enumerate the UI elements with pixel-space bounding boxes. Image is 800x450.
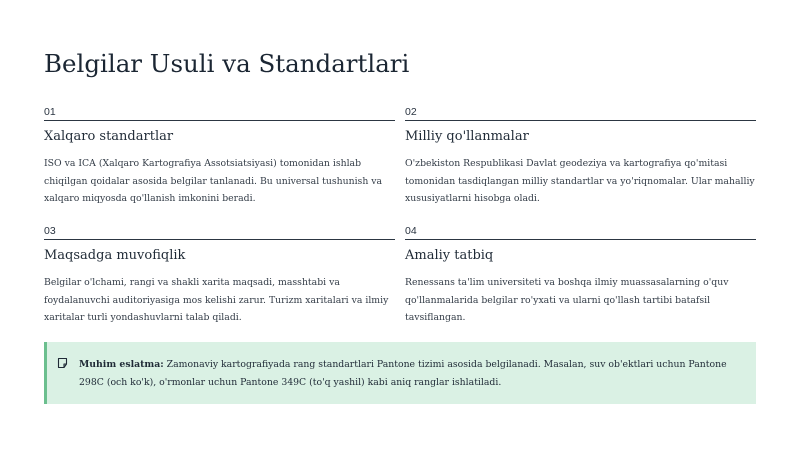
item-purpose-fit xyxy=(44,225,395,327)
important-note-box xyxy=(44,342,756,404)
item-number: 02 xyxy=(405,106,756,121)
item-title: Amaliy tatbiq xyxy=(405,248,494,263)
item-number: 01 xyxy=(44,106,395,121)
item-title: Xalqaro standartlar xyxy=(44,129,174,144)
item-national-guides xyxy=(405,106,756,208)
page-title: Belgilar Usuli va Standartlari xyxy=(44,49,410,78)
item-text: Renessans ta'lim universiteti va boshqa ilmiy muassasalarning o'quv qo'llanmalarida belgilar ro'yxati va ularni qo'llash tartibi batafsil tavsiflangan. xyxy=(405,277,729,323)
item-text: ISO va ICA (Xalqaro Kartografiya Assotsiatsiyasi) tomonidan ishlab chiqilgan qoidalar asosida belgilar tanlanadi. Bu universal tushunish va xalqaro miqyosda qo'llanish imkonini beradi. xyxy=(44,158,383,204)
item-number: 04 xyxy=(405,225,756,240)
item-text: O'zbekiston Respublikasi Davlat geodeziya va kartografiya qo'mitasi tomonidan tasdiqlangan milliy standartlar va yo'riqnomalar. Ular mahalliy xususiyatlarni hisobga oladi. xyxy=(405,158,755,204)
note-label: Muhim eslatma: xyxy=(79,359,164,370)
note-body: Zamonaviy kartografiyada rang standartlari Pantone tizimi asosida belgilanadi. Masalan, suv ob'ektlari uchun Pantone 298C (och ko'k), o'rmonlar uchun Pantone 349C (to'q yashil) kabi aniq ranglar ishlatiladi. xyxy=(79,359,727,388)
item-practical-application xyxy=(405,225,756,327)
note-text xyxy=(79,356,749,392)
item-international-standards xyxy=(44,106,395,208)
item-title: Milliy qo'llanmalar xyxy=(405,129,529,144)
item-number: 03 xyxy=(44,225,395,240)
note-icon xyxy=(57,357,69,369)
item-title: Maqsadga muvofiqlik xyxy=(44,248,186,263)
item-text: Belgilar o'lchami, rangi va shakli xarita maqsadi, masshtabi va foydalanuvchi auditoriyasiga mos kelishi zarur. Turizm xaritalari va ilmiy xaritalar turli yondashuvlarni talab qiladi. xyxy=(44,277,389,323)
